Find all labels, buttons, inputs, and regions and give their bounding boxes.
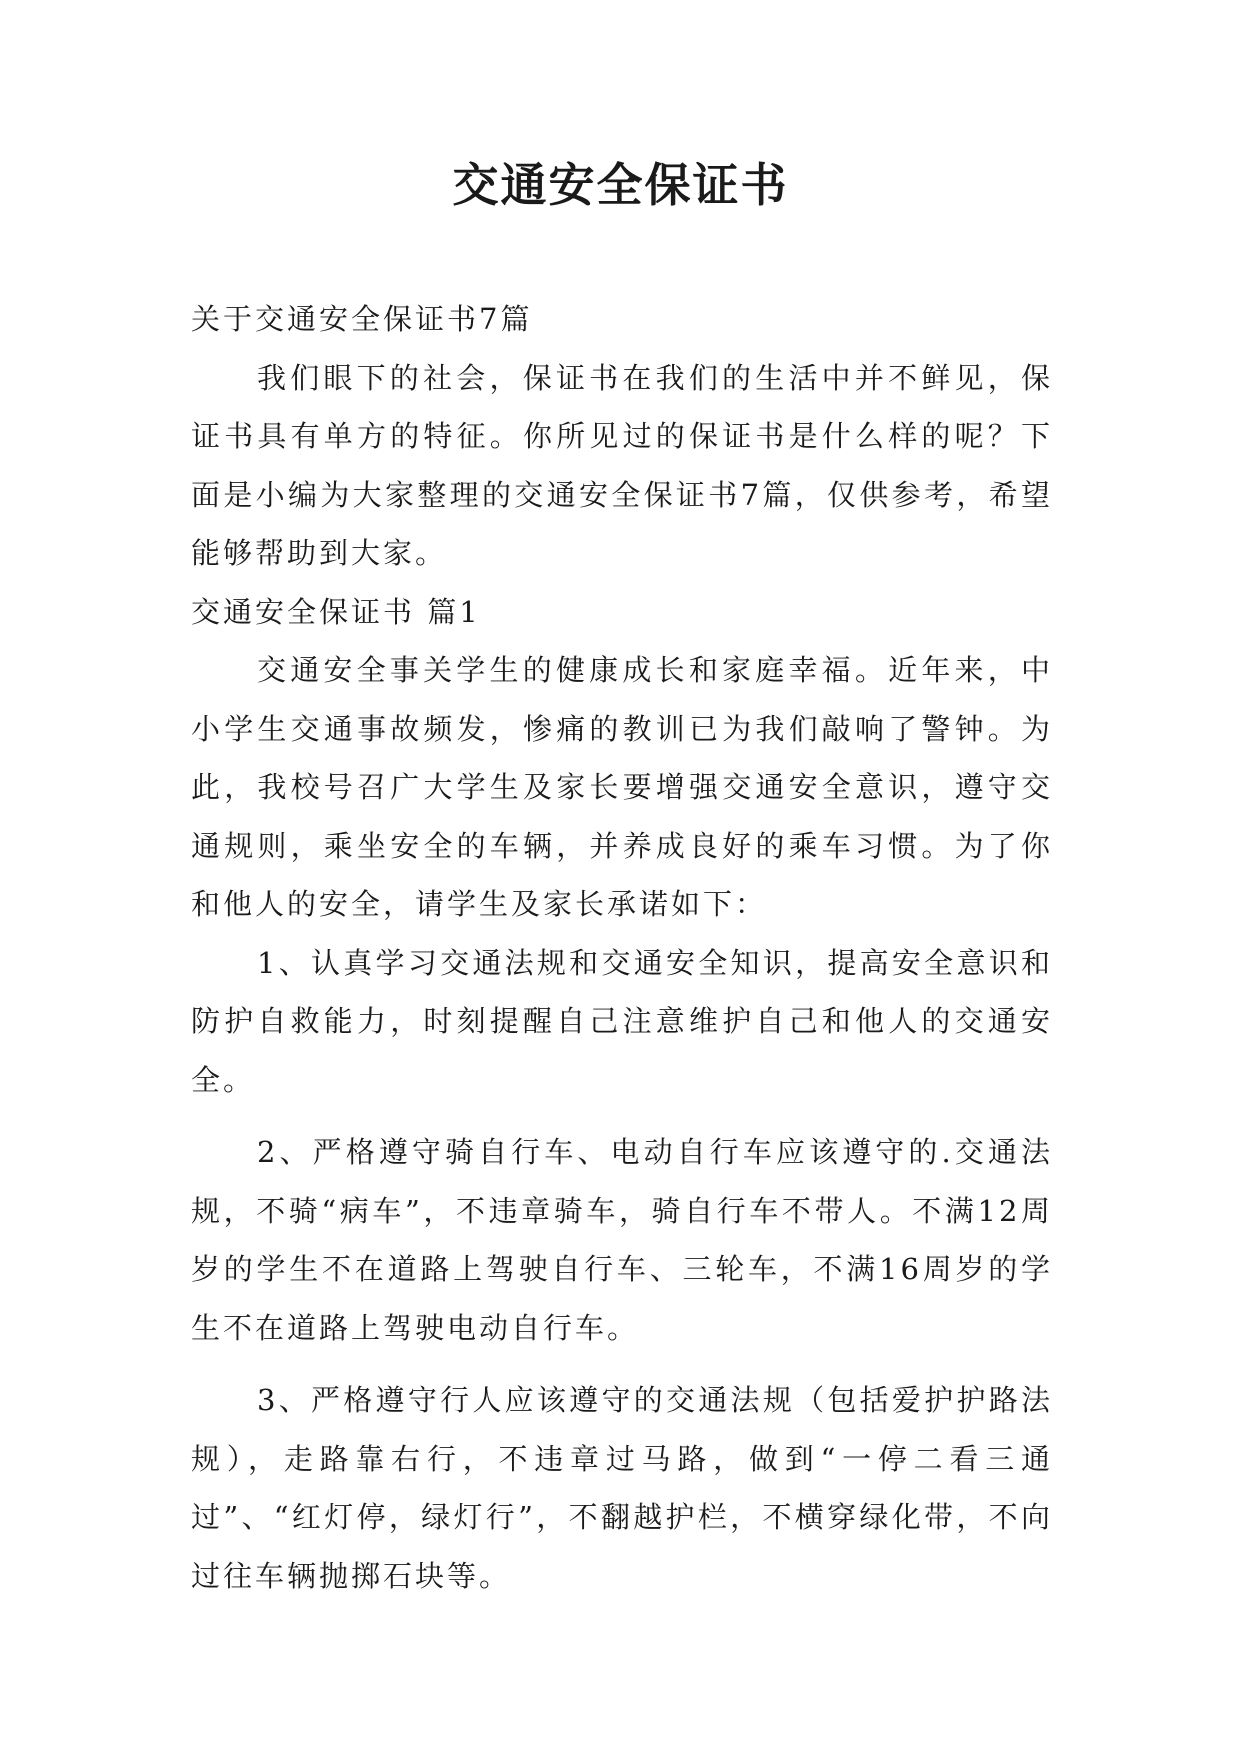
list-item-3: 3、严格遵守行人应该遵守的交通法规（包括爱护护路法规），走路靠右行，不违章过马路，做到“一停二看三通过”、“红灯停，绿灯行”，不翻越护栏，不横穿绿化带，不向过往车辆抛掷石块等。 — [191, 1383, 1053, 1593]
document-title: 交通安全保证书 — [452, 158, 789, 212]
subtitle-line: 关于交通安全保证书7篇 — [191, 302, 533, 336]
section-heading: 交通安全保证书 篇1 — [191, 594, 481, 629]
intro-paragraph: 我们眼下的社会，保证书在我们的生活中并不鲜见，保证书具有单方的特征。你所见过的保证书是什么样的呢？下面是小编为大家整理的交通安全保证书7篇，仅供参考，希望能够帮助到大家。 — [191, 360, 1053, 570]
list-item-2: 2、严格遵守骑自行车、电动自行车应该遵守的.交通法规，不骑“病车”，不违章骑车，骑自行车不带人。不满12周岁的学生不在道路上驾驶自行车、三轮车，不满16周岁的学生不在道路上驾驶电动自行车。 — [191, 1135, 1053, 1345]
document-body — [191, 290, 1053, 1605]
list-item-1: 1、认真学习交通法规和交通安全知识，提高安全意识和防护自救能力，时刻提醒自己注意维护自己和他人的交通安全。 — [191, 945, 1053, 1097]
body-paragraph: 交通安全事关学生的健康成长和家庭幸福。近年来，中小学生交通事故频发，惨痛的教训已为我们敲响了警钟。为此，我校号召广大学生及家长要增强交通安全意识，遵守交通规则，乘坐安全的车辆，并养成良好的乘车习惯。为了你和他人的安全，请学生及家长承诺如下： — [191, 653, 1053, 921]
